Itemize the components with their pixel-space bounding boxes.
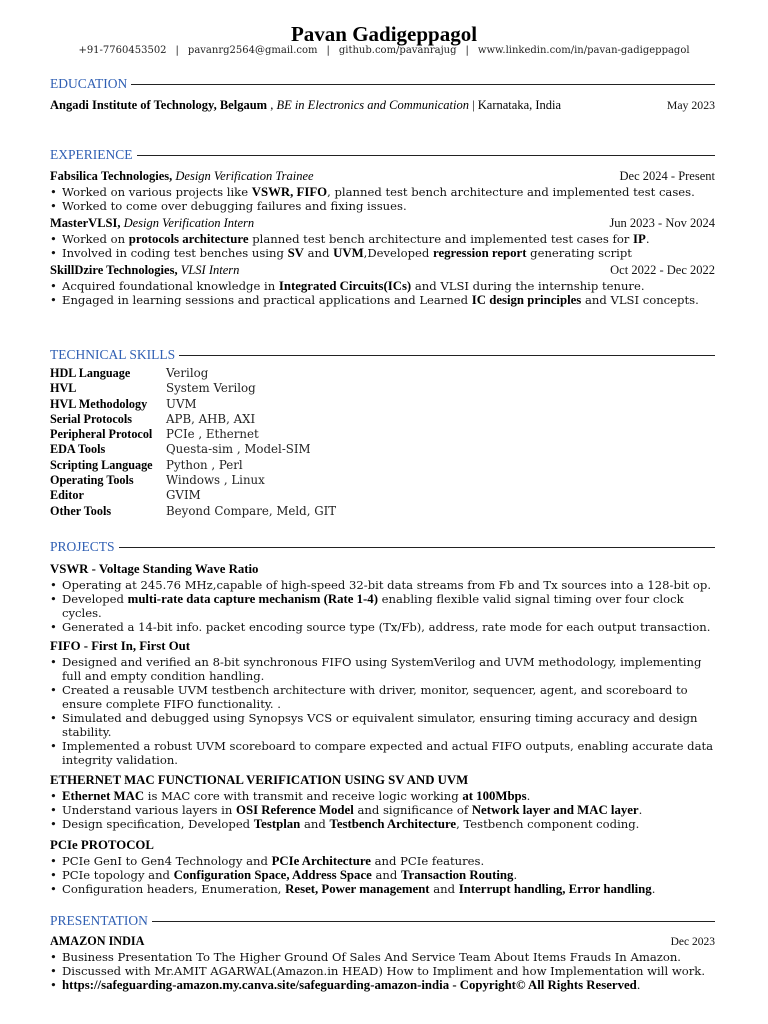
bullet-text: enabling flexible valid signal timing over four clock cycles. (62, 592, 684, 620)
bullet-text: . (645, 232, 650, 246)
skill-label: HDL Language (50, 366, 131, 380)
bullet-item (50, 578, 715, 592)
bullet-item (50, 655, 715, 683)
bullet-item (50, 246, 715, 260)
degree-name: BE in Electronics and Communication (276, 98, 470, 112)
skills-table (50, 366, 715, 519)
bullet-item (50, 739, 715, 767)
section-rule (179, 355, 715, 356)
project-entry (50, 562, 715, 634)
bullet-text: . (513, 868, 518, 882)
bullet-item (50, 882, 715, 896)
experience-entry (50, 169, 715, 213)
bullet-item (50, 592, 715, 620)
projects-section (50, 539, 715, 896)
bold-text: Reset, Power management (285, 882, 430, 896)
job-bullets (50, 232, 715, 260)
skill-value: UVM (166, 396, 197, 411)
skill-value: APB, AHB, AXI (166, 411, 256, 426)
bullet-item (50, 817, 715, 831)
bullet-text: and VLSI during the internship tenure. (411, 279, 645, 293)
bold-text: Ethernet MAC (62, 789, 145, 803)
bold-text: protocols architecture (128, 232, 249, 246)
education-entry (50, 98, 715, 113)
presentation-section (50, 913, 715, 992)
project-bullets (50, 789, 715, 831)
job-title (50, 216, 254, 231)
job-header (50, 263, 715, 278)
bold-text: Network layer and MAC layer (471, 803, 639, 817)
skills-heading: TECHNICAL SKILLS (50, 347, 176, 362)
bullet-text: Implemented a robust UVM scoreboard to compare expected and actual FIFO outputs, enabling accurate data integrity validation. (62, 739, 714, 767)
bullet-text: Acquired foundational knowledge in (62, 279, 279, 293)
bullet-text: generating script (526, 246, 632, 260)
contact-line (0, 45, 768, 56)
project-title: PCIe PROTOCOL (50, 838, 154, 852)
job-role: Design Verification Trainee (175, 169, 314, 183)
skill-label: HVL (50, 381, 77, 396)
experience-list (50, 169, 715, 307)
bold-text: VSWR, FIFO (251, 185, 328, 199)
bullet-text: Operating at 245.76 MHz,capable of high-speed 32-bit data streams from Fb and Tx sources into a 128-bit op. (62, 578, 712, 592)
bold-text: SV (287, 246, 304, 260)
contact-separator: | (465, 45, 469, 56)
experience-section (50, 147, 715, 307)
bullet-text: is MAC core with transmit and receive logic working (144, 789, 463, 803)
bullet-text: and VLSI concepts. (581, 293, 699, 307)
bullet-text: Created a reusable UVM testbench architecture with driver, monitor, sequencer, agent, and scoreboard to ensure complete FIFO functionality. . (62, 683, 688, 711)
company-name: Fabsilica Technologies, (50, 169, 173, 183)
bullet-text: and (303, 246, 334, 260)
bold-text: IP (633, 232, 646, 246)
linkedin-link[interactable]: www.linkedin.com/in/pavan-gadigeppagol (477, 45, 690, 56)
bullet-item (50, 978, 715, 992)
institution-name: Angadi Institute of Technology, Belgaum (50, 98, 268, 112)
skill-value: Beyond Compare, Meld, GIT (166, 503, 337, 518)
bullet-text: . (651, 882, 656, 896)
project-entry (50, 838, 715, 896)
skill-value: Windows , Linux (166, 473, 265, 488)
bullet-text: , Testbench component coding. (456, 817, 640, 831)
job-bullets (50, 279, 715, 307)
phone-number: +91-7760453502 (78, 45, 167, 56)
bullet-item (50, 789, 715, 803)
bullet-item (50, 293, 715, 307)
project-bullets (50, 578, 715, 634)
contact-separator: | (175, 45, 179, 56)
bullet-item (50, 232, 715, 246)
bullet-text: Designed and verified an 8-bit synchronous FIFO using SystemVerilog and UVM methodology, implementing full and empty condition handling. (62, 655, 702, 683)
section-rule (152, 921, 715, 922)
presentation-heading: PRESENTATION (50, 913, 148, 928)
bullet-text: Discussed with Mr.AMIT AGARWAL(Amazon.in HEAD) How to Impliment and how Implementation will work. (62, 964, 706, 978)
company-name: SkillDzire Technologies, (50, 263, 178, 277)
bold-text: at 100Mbps (462, 789, 527, 803)
project-entry (50, 773, 715, 831)
bullet-item (50, 683, 715, 711)
presentation-bullets (50, 950, 715, 992)
bullet-text: . (636, 978, 641, 992)
bullet-item (50, 279, 715, 293)
job-header (50, 169, 715, 184)
section-heading (50, 347, 715, 363)
section-heading (50, 539, 715, 555)
bullet-text: and (300, 817, 330, 831)
skill-value: Python , Perl (166, 457, 243, 472)
skill-value: Questa-sim , Model-SIM (166, 442, 311, 457)
bullet-item (50, 868, 715, 882)
bullet-text: Configuration headers, Enumeration, (62, 882, 286, 896)
job-title (50, 169, 314, 184)
education-title: Angadi Institute of Technology, Belgaum , BE in Electronics and Communication | Karnataka, India (50, 98, 562, 112)
bullet-text: . (638, 803, 643, 817)
section-rule (119, 547, 715, 548)
job-header (50, 216, 715, 231)
bullet-text: and PCIe features. (370, 854, 485, 868)
company-name: MasterVLSI, (50, 216, 121, 230)
bold-text: Integrated Circuits(ICs) (278, 279, 412, 293)
bold-text: Interrupt handling, Error handling (458, 882, 652, 896)
section-heading (50, 147, 715, 163)
skill-label: Editor (50, 488, 84, 503)
bold-text: https://safeguarding-amazon.my.canva.site/safeguarding-amazon-india - Copyright© All Rights Reserved (62, 978, 637, 992)
job-date: Jun 2023 - Nov 2024 (609, 216, 715, 230)
bullet-text: . (526, 789, 531, 803)
job-date: Dec 2024 - Present (619, 169, 715, 183)
presentation-date: Dec 2023 (670, 936, 715, 948)
bullet-item (50, 854, 715, 868)
bold-text: multi-rate data capture mechanism (Rate 1-4) (127, 592, 378, 606)
bullet-text: Worked to come over debugging failures and fixing issues. (62, 199, 407, 213)
github-link[interactable]: github.com/pavanrajug (338, 45, 457, 56)
projects-list (50, 562, 715, 896)
job-title (50, 263, 239, 278)
bullet-item (50, 199, 715, 213)
bullet-text: , planned test bench architecture and implemented test cases. (327, 185, 695, 199)
experience-entry (50, 263, 715, 307)
bullet-item (50, 950, 715, 964)
bullet-text: Understand various layers in (62, 803, 237, 817)
skills-section (50, 347, 715, 519)
bold-text: Testbench Architecture (329, 817, 457, 831)
bold-text: UVM (333, 246, 364, 260)
bold-text: OSI Reference Model (236, 803, 354, 817)
job-bullets (50, 185, 715, 213)
education-location: | Karnataka, India (472, 98, 562, 112)
skill-value: System Verilog (166, 381, 256, 396)
bullet-item (50, 711, 715, 739)
bullet-text: PCIe topology and (62, 868, 174, 882)
projects-heading: PROJECTS (50, 539, 115, 554)
skill-value: PCIe , Ethernet (166, 427, 259, 442)
bullet-item (50, 964, 715, 978)
experience-entry (50, 216, 715, 260)
job-role: VLSI Intern (180, 263, 240, 277)
bullet-text: planned test bench architecture and implemented test cases for (248, 232, 634, 246)
job-date: Oct 2022 - Dec 2022 (610, 263, 715, 277)
section-heading (50, 76, 715, 92)
bold-text: PCIe Architecture (271, 854, 371, 868)
bullet-text: Business Presentation To The Higher Ground Of Sales And Service Team About Items Frauds In Amazon. (62, 950, 681, 964)
project-title: ETHERNET MAC FUNCTIONAL VERIFICATION USING SV AND UVM (50, 773, 469, 787)
bullet-item (50, 620, 715, 634)
skill-value: GVIM (166, 488, 201, 503)
skill-label: Other Tools (50, 503, 112, 518)
skill-label: Scripting Language (50, 457, 153, 472)
section-rule (131, 84, 715, 85)
bullet-text: Worked on (62, 232, 129, 246)
education-heading: EDUCATION (50, 76, 128, 91)
bullet-text: Developed (62, 592, 128, 606)
bold-text: Transaction Routing (400, 868, 514, 882)
bullet-text: Design specification, Developed (62, 817, 254, 831)
bullet-text: PCIe GenI to Gen4 Technology and (62, 854, 272, 868)
skill-label: EDA Tools (50, 442, 106, 457)
bold-text: Configuration Space, Address Space (173, 868, 372, 882)
bullet-text: and (429, 882, 459, 896)
bullet-item (50, 803, 715, 817)
skill-label: HVL Methodology (50, 396, 148, 411)
project-entry (50, 639, 715, 767)
bullet-text: Engaged in learning sessions and practical applications and Learned (62, 293, 472, 307)
bullet-text: and significance of (353, 803, 472, 817)
project-bullets (50, 854, 715, 896)
experience-heading: EXPERIENCE (50, 147, 133, 162)
bullet-text: Worked on various projects like (62, 185, 252, 199)
email-link[interactable]: pavanrg2564@gmail.com (187, 45, 318, 56)
skill-label: Peripheral Protocol (50, 427, 153, 442)
bold-text: regression report (433, 246, 527, 260)
bullet-text: Simulated and debugged using Synopsys VCS or equivalent simulator, ensuring timing accuracy and design stability. (62, 711, 698, 739)
project-bullets (50, 655, 715, 767)
education-section (50, 76, 715, 113)
skill-label: Serial Protocols (50, 411, 133, 426)
presentation-entry (50, 934, 715, 949)
contact-separator: | (326, 45, 330, 56)
bullet-text: and (371, 868, 401, 882)
skill-value: Verilog (166, 366, 209, 380)
bullet-text: Generated a 14-bit info. packet encoding source type (Tx/Fb), address, rate mode for each output transaction. (62, 620, 711, 634)
education-date: May 2023 (666, 98, 715, 112)
bold-text: IC design principles (471, 293, 582, 307)
project-title: VSWR - Voltage Standing Wave Ratio (50, 562, 259, 576)
section-heading (50, 913, 715, 929)
job-role: Design Verification Intern (123, 216, 255, 230)
skill-label: Operating Tools (50, 473, 134, 488)
bold-text: Testplan (253, 817, 301, 831)
project-title: FIFO - First In, First Out (50, 639, 191, 653)
bullet-text: Involved in coding test benches using (62, 246, 288, 260)
section-rule (137, 155, 716, 156)
bullet-item (50, 185, 715, 199)
candidate-name: Pavan Gadigeppagol (290, 22, 478, 46)
presentation-org: AMAZON INDIA (50, 934, 145, 948)
bullet-text: ,Developed (363, 246, 433, 260)
